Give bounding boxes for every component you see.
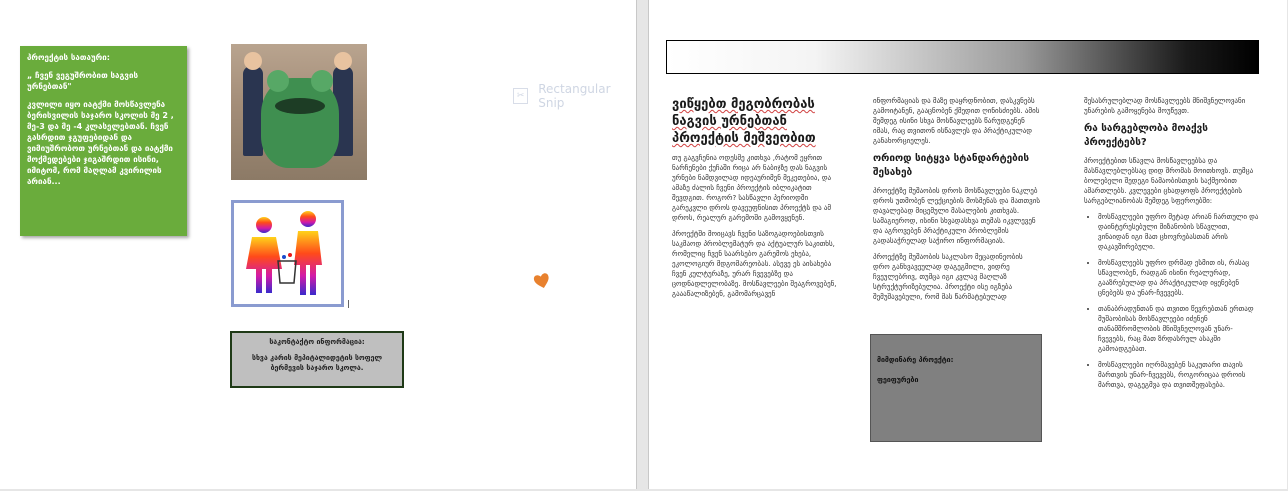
- column-2: [873, 96, 1041, 308]
- list-item: • მოსწავლეებს უფრო დრმად ესმით ის, რასაც სწავლობენ, რადგან ისინი რეალურად, გააზრებულად და პრაქტიკულად იყენებენ ცნებებს და უნარ-ჩვევებს.: [1098, 258, 1259, 298]
- project-subtitle: „ ჩვენ ვეგუშრობით საგვის ურნებთან": [27, 71, 138, 91]
- scissors-icon: ✂: [513, 88, 528, 104]
- right-page: [648, 0, 1287, 489]
- column-1: [672, 96, 842, 305]
- current-project-box[interactable]: [870, 334, 1042, 442]
- benefits-list: [1084, 212, 1259, 390]
- project-title-box[interactable]: [20, 46, 187, 236]
- project-description: კვლილი იყო იატქმი მოსწავლენა ბერისვილის საჯარო სკოლის მე 2 , მე-3 და მე -4 კლასელებთან. ჩვენ გასრდით ჯგუფებიდან და ვიმიუშრობოთ ურნებთან და იატქმი მოქმედებები ჯიგაშრდით ისინი, იმიტომ, რომ მაღლამ კვირილის არიან...: [27, 100, 174, 186]
- rectangular-snip-label: Rectangular Snip: [538, 82, 611, 110]
- kids-with-frog-bin-photo[interactable]: [231, 44, 367, 180]
- list-item: • მოსწავლეები უფრო მეტად არიან ჩართული და დაინტერესებული მიზანობის სწავლით, ვინაიდან იგი მათ ცხოვრებასთან არის დაკავშირებული.: [1098, 212, 1259, 252]
- main-heading: ვიწყებთ მეგობრობას ნაგვის ურნებთან პროექტის მეშვეობით: [672, 97, 816, 146]
- rectangular-snip-overlay[interactable]: [513, 82, 635, 110]
- col1-paragraph-2: პროექტში მოიცავს ჩვენი საზოგადოებისთვის საკმაოდ პრობლემატურ და აქტუალურ საკითხს, რომელიც ჩვენ საარსებო გარემოს ეხება, ეკოლოგიურ მდგომარეობას. ასევე ეს აისახება ჩვენ კულტურაზე, ურარ ჩვევებზე და ცოდნადლელობაზე. მოსწავლეები შეაგროვებენ, გაააწალიზებენ, გამომარცავენ: [672, 230, 837, 298]
- recycling-pictogram[interactable]: [231, 200, 344, 307]
- col1-paragraph-1: თუ გაგვჩენია ოდესმე კითხვა ,რატომ ეყრით ნარჩენები ქუჩაში რიცა არ ნაბიჯზე დას ნაგვის ურნები ნამდვილად იდეაურიმენ მეკეთებია, და ამაზე ძალის ჩვენი პროექტის იბლიკატით შევდგით. როგორ? სასწავლი პერიოდში გარეკვლი დროს დავეუფნისით პროექტს და ამ დროს, რეალურ გარემოში გამოვყენენ.: [672, 154, 832, 222]
- left-page: [0, 0, 637, 489]
- text-cursor: [348, 300, 349, 308]
- col2-paragraph-1: ინფორმაციას და მაზე დაყრდნობით, დასკვნებს გამოიტანენ, გააცნობენ ქმედით ღინისძიებს. ამის შემდეგ ისინი სხვა მოსწავლეებს წარუდგენენ იმას, რაც თვითონ ისწავლეს და პრაქტიკულად განახორციელეს.: [873, 97, 1040, 145]
- standards-heading: ორიოდ სიტყვა სტანდარტების შესახებ: [873, 153, 1030, 178]
- people-trash-icon: [234, 203, 341, 304]
- contact-info-title: საკონტაქტო ინფორმაცია:: [269, 338, 365, 346]
- project-title-label: პროექტის სათაური:: [27, 53, 110, 62]
- benefits-heading: რა სარგებლობა მოაქვს პროექტებს?: [1084, 123, 1208, 148]
- col3-paragraph-2: პროექტებით სწავლა მოსწავლეებსა და მასწავლებლებსაც დიდ შრომას მოითხოვს. თუმცა ბოლებელი შედეგი ნამაობისთვის საქმეობით ამართლებს. კვლევები ცხადყოფს პროექტების სარგებლიანობას შემდეგ სფეროებში:: [1084, 157, 1254, 205]
- list-item: • მოსწავლეები იღრმავებენ საკუთარი თავის მართვის უნარ-ჩვევებს, როგორიცაა დროის მართვა, დაგეგმვა და თვითშეფასება.: [1098, 360, 1259, 390]
- heart-icon: [533, 272, 551, 290]
- contact-info-box[interactable]: [230, 331, 404, 388]
- contact-info-body: სხვა კარის მეპიტალიდეტის სოფელ ბერმევის საჯარო სკოლა.: [251, 354, 383, 372]
- current-project-title: მიმდინარე პროექტი:: [877, 356, 954, 364]
- col3-paragraph-1: შესასრულებლად მოსწავლეებს მნიშვნელოვანი უნარების გამოყენება მოუწევთ.: [1084, 97, 1246, 115]
- current-project-body: ფეიფურები: [877, 376, 919, 384]
- col2-paragraph-2: პროექტზე მუშაობის დროს მოსწავლეები ნაკლებ დროს უთმობენ ლექციების მოსმენას და მათთვის დავალებად მიცემული მასალების კითხვას. სამაგიეროდ, ისინი სხვადასხვა თემას იკვლევენ და აგროვებენ პრაქტიკული პრობლემის გადასაჭრელად საჭირო ინფორმაციას.: [873, 187, 1040, 245]
- gradient-banner[interactable]: [666, 40, 1259, 74]
- list-item: • თანაბრადუნთან და თვითი წევრებთან ერთად მუშაობისას მოსწავლეები იძენენ თანამშრომლობის მნიშვნელოვან უნარ-ჩვევებს, რაც მათ ზრდასრულ ასაკში გამოადგებათ.: [1098, 304, 1259, 354]
- column-3: [1084, 96, 1259, 396]
- col2-paragraph-3: პროექტზე მუშაობის საკლასო მეცადინეობის დრო განხვავეულად დაგეგმილი, ვიდრე ჩვეულებრივ, თუმცა იგი კვლავ მაღლაზ სტრუქტურიზებულია. პროექტი ისე იგზება შემუშავებული, რომ მას წარმატებულად: [873, 253, 1023, 301]
- child-figure-left: [243, 66, 263, 156]
- frog-bin-shape: [261, 78, 339, 168]
